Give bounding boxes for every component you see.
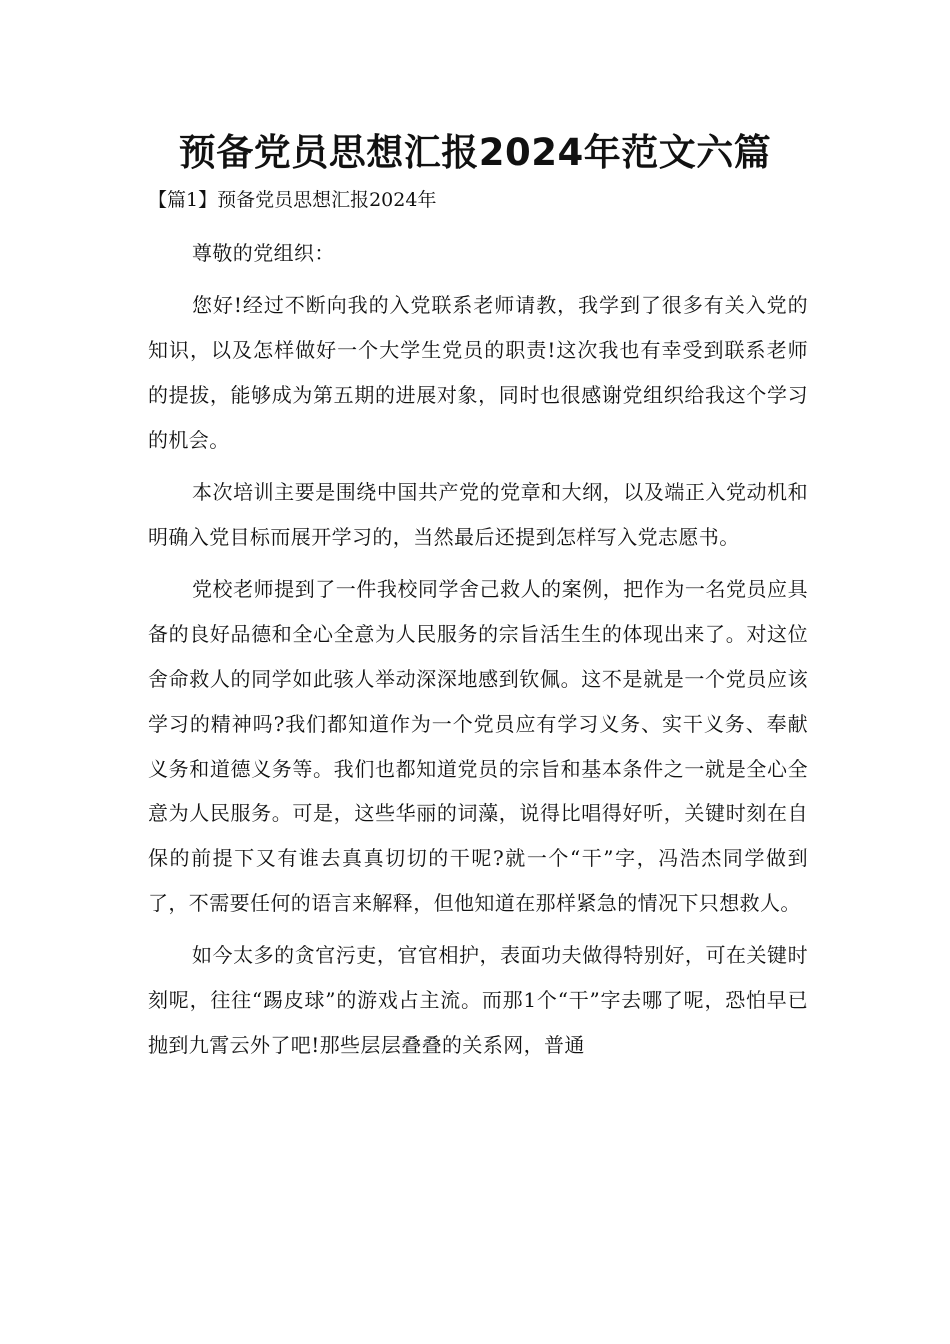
- document-body: [148, 231, 808, 1068]
- paragraph: 本次培训主要是围绕中国共产党的党章和大纲，以及端正入党动机和明确入党目标而展开学习的，当然最后还提到怎样写入党志愿书。: [148, 480, 808, 549]
- paragraph: 党校老师提到了一件我校同学舍己救人的案例，把作为一名党员应具备的良好品德和全心全意为人民服务的宗旨活生生的体现出来了。对这位舍命救人的同学如此骇人举动深深地感到钦佩。这不是就是一个党员应该学习的精神吗?我们都知道作为一个党员应有学习义务、实干义务、奉献义务和道德义务等。我们也都知道党员的宗旨和基本条件之一就是全心全意为人民服务。可是，这些华丽的词藻，说得比唱得好听，关键时刻在自保的前提下又有谁去真真切切的干呢?就一个“干”字，冯浩杰同学做到了，不需要任何的语言来解释，但他知道在那样紧急的情况下只想救人。: [148, 577, 808, 915]
- paragraph: 您好!经过不断向我的入党联系老师请教，我学到了很多有关入党的知识，以及怎样做好一个大学生党员的职责!这次我也有幸受到联系老师的提拔，能够成为第五期的进展对象，同时也很感谢党组织给我这个学习的机会。: [148, 293, 808, 452]
- section-heading: 【篇1】预备党员思想汇报2024年: [148, 189, 437, 211]
- document-title: 预备党员思想汇报2024年范文六篇: [178, 131, 772, 174]
- paragraph: 如今太多的贪官污吏，官官相护，表面功夫做得特别好，可在关键时刻呢，往往“踢皮球”的游戏占主流。而那1个“干”字去哪了呢，恐怕早已抛到九霄云外了吧!那些层层叠叠的关系网，普通: [148, 943, 808, 1057]
- paragraph-salutation: 尊敬的党组织：: [192, 241, 335, 265]
